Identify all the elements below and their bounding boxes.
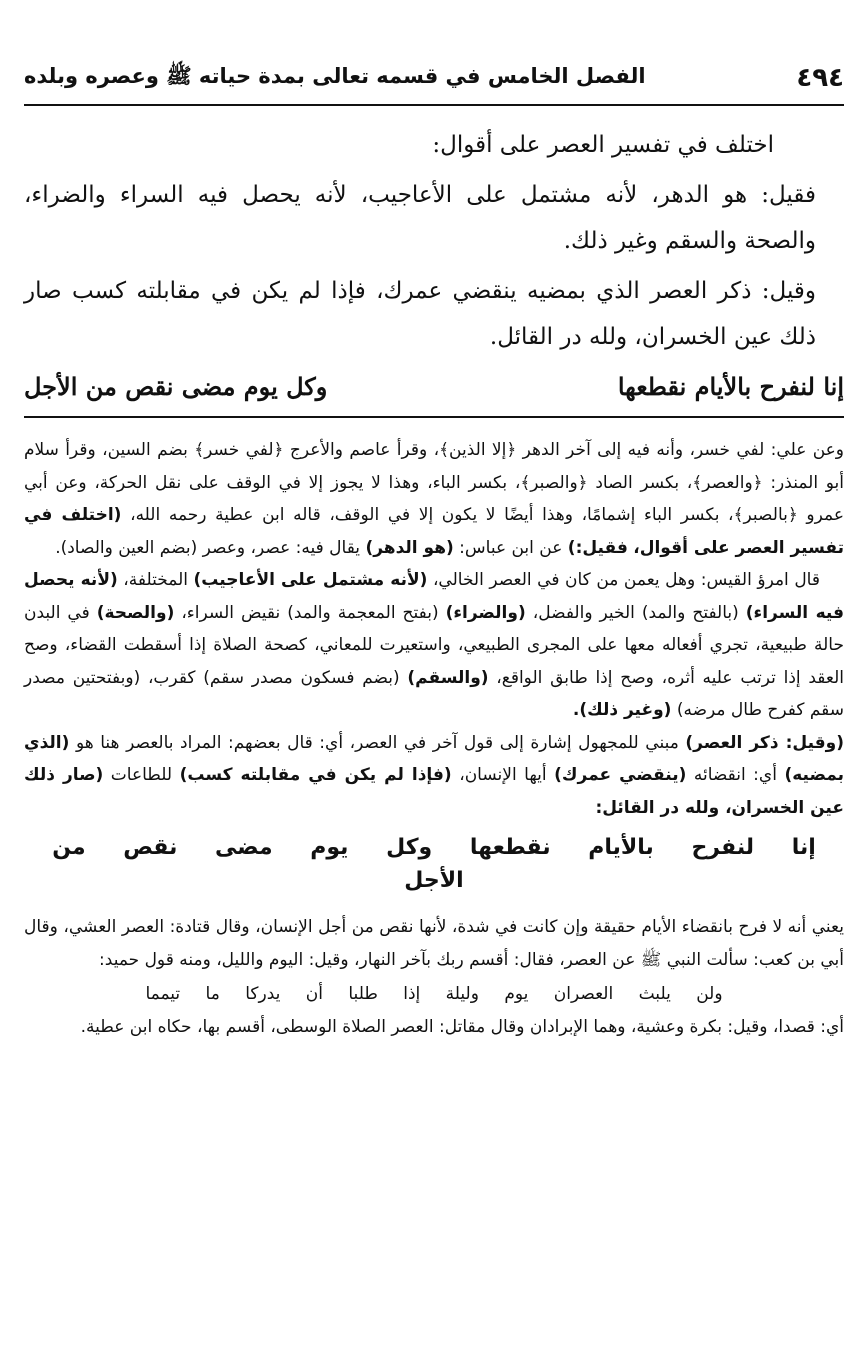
main-text (24, 122, 844, 410)
commentary-rule (24, 416, 844, 418)
humaid-verse: ولن يلبث العصران يوم وليلة إذا طلبا أن يدركا ما تيمما (145, 984, 723, 1004)
commentary-verse: إنا لنفرح بالأيام نقطعها وكل يوم مضى نقص من الأجل (52, 835, 816, 893)
running-title: الفصل الخامس في قسمه تعالى بمدة حياته ﷺ وعصره وبلده (24, 63, 646, 88)
commentary-paragraph-1: وعن علي: لفي خسر، وأنه فيه إلى آخر الدهر ﴿إلا الذين﴾، وقرأ عاصم والأعرج ﴿لفي خسر﴾ بضم السين، وقرأ سلام أبو المنذر: ﴿والعصر﴾، بكسر الصاد ﴿والصبر﴾، بكسر الباء، وهذا لا يجوز إلا في الوقف على نقل الحركة، وعن أبي عمرو ﴿بالصبر﴾، بكسر الباء إشمامًا، وهذا أيضًا لا يكون إلا في الوقف، قاله ابن عطية رحمه الله، (اختلف في تفسير العصر على أقوال، فقيل:) عن ابن عباس: (هو الدهر) يقال فيه: عصر، وعصر (بضم العين والصاد). (24, 440, 844, 558)
page-number: ٤٩٤ (796, 63, 844, 93)
page-header (24, 58, 844, 98)
verse-second-hemistich: وكل يوم مضى نقص من الأجل (24, 372, 328, 401)
commentary (24, 434, 844, 1043)
commentary-paragraph-2: قال امرؤ القيس: وهل يعمن من كان في العصر الخالي، (لأنه مشتمل على الأعاجيب) المختلفة، (لأنه يحصل فيه السراء) (بالفتح والمد) الخير والفضل، (والضراء) (بفتح المعجمة والمد) نقيض السراء، (والصحة) في البدن حالة طبيعية، تجري أفعاله معها على المجرى الطبيعي، واستعيرت للمعاني، كصحة الصلاة إذا أسقطت القضاء، وصح العقد إذا ترتب عليه أثره، وصح إذا طابق الواقع، (والسقم) (بضم فسكون مصدر سقم) كقرب، (وبفتحتين مصدر سقم كفرح طال مرضه) (وغير ذلك). (24, 570, 844, 720)
commentary-paragraph-5: أي: قصدا، وقيل: بكرة وعشية، وهما الإبرادان وقال مقاتل: العصر الصلاة الوسطى، أقسم بها، حكاه ابن عطية. (80, 1016, 844, 1037)
main-paragraph-2: فقيل: هو الدهر، لأنه مشتمل على الأعاجيب، لأنه يحصل فيه السراء والضراء، والصحة والسقم وغير ذلك. (24, 182, 816, 254)
main-verse (24, 364, 844, 410)
verse-first-hemistich: إنا لنفرح بالأيام نقطعها (617, 372, 844, 401)
main-paragraph-1: اختلف في تفسير العصر على أقوال: (432, 132, 774, 158)
commentary-paragraph-3: (وقيل: ذكر العصر) مبني للمجهول إشارة إلى قول آخر في العصر، أي: قال بعضهم: المراد بالعصر هنا هو (الذي بمضيه) أي: انقضائه (ينقضي عمرك) أيها الإنسان، (فإذا لم يكن في مقابلته كسب) للطاعات (صار ذلك عين الخسران، ولله در القائل: (24, 732, 844, 818)
commentary-paragraph-4: يعني أنه لا فرح بانقضاء الأيام حقيقة وإن كانت في شدة، لأنها نقص من أجل الإنسان، وقال قتادة: العصر العشي، وقال أبي بن كعب: سألت النبي ﷺ عن العصر، فقال: أقسم ربك بآخر النهار، وقيل: اليوم والليل، ومنه قول حميد: (24, 917, 844, 970)
main-paragraph-3: وقيل: ذكر العصر الذي بمضيه ينقضي عمرك، فإذا لم يكن في مقابلته كسب صار ذلك عين الخسران، ولله در القائل. (24, 278, 816, 350)
header-rule (24, 104, 844, 106)
